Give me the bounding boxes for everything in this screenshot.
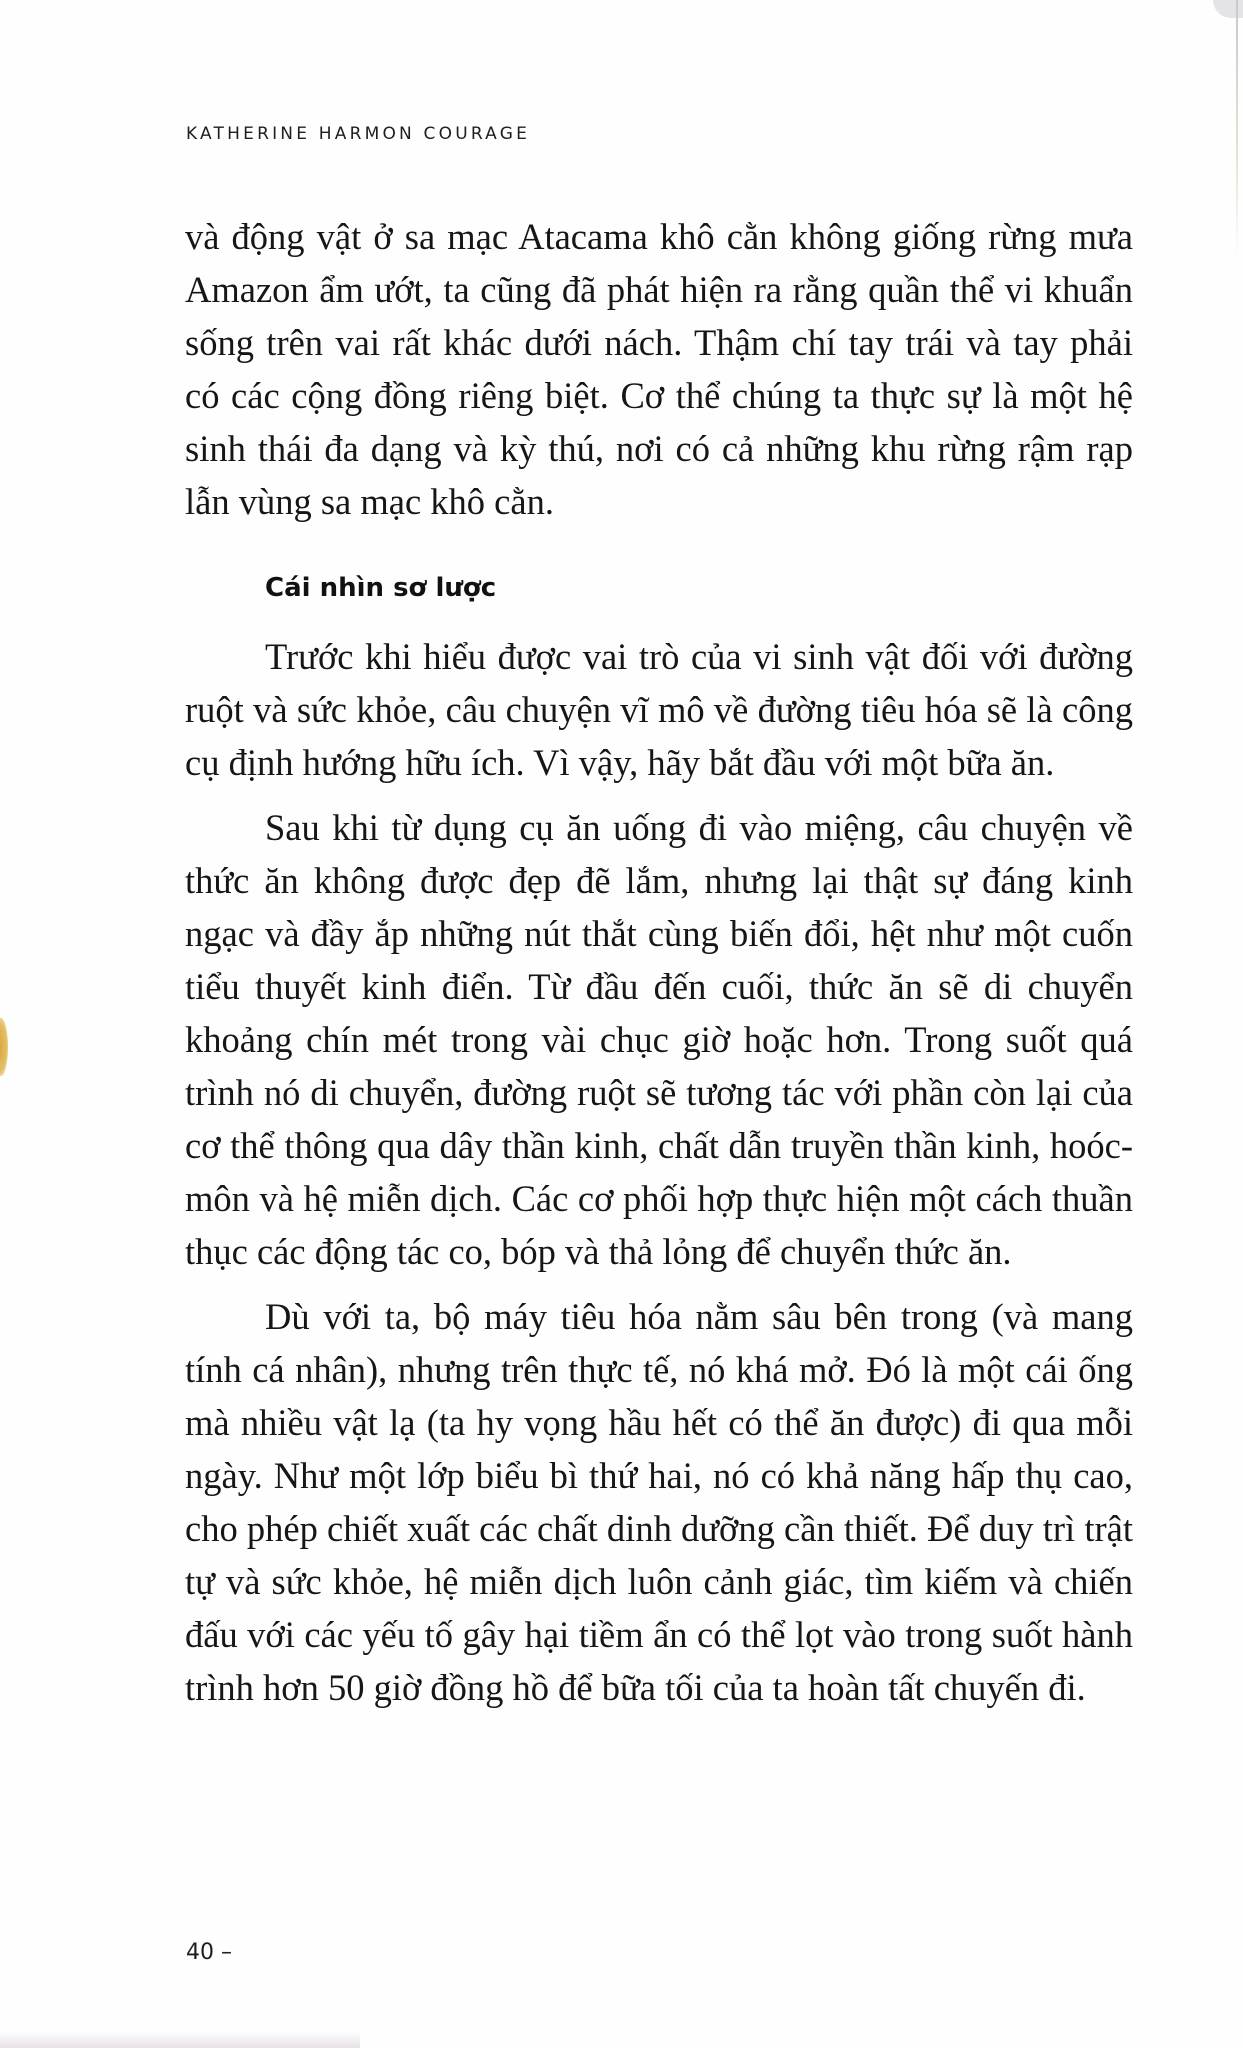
page-edge	[1236, 0, 1238, 260]
paragraph: Dù với ta, bộ máy tiêu hóa nằm sâu bên trong (và mang tính cá nhân), nhưng trên thực tế, nó khá mở. Đó là một cái ống mà nhiều vật lạ (ta hy vọng hầu hết có thể ăn được) đi qua mỗi ngày. Như một lớp biểu bì thứ hai, nó có khả năng hấp thụ cao, cho phép chiết xuất các chất dinh dưỡng cần thiết. Để duy trì trật tự và sức khỏe, hệ miễn dịch luôn cảnh giác, tìm kiếm và chiến đấu với các yếu tố gây hại tiềm ẩn có thể lọt vào trong suốt hành trình hơn 50 giờ đồng hồ để bữa tối của ta hoàn tất chuyến đi.	[185, 1296, 1133, 1708]
page-number: 40 –	[186, 1940, 232, 1965]
page-corner-shadow	[1213, 0, 1243, 18]
running-head: KATHERINE HARMON COURAGE	[186, 124, 531, 144]
bottom-smudge	[0, 2032, 360, 2048]
section-heading: Cái nhìn sơ lược	[265, 573, 497, 603]
paragraph: Sau khi từ dụng cụ ăn uống đi vào miệng, câu chuyện về thức ăn không được đẹp đẽ lắm, nhưng lại thật sự đáng kinh ngạc và đầy ắp những nút thắt cùng biến đổi, hệt như một cuốn tiểu thuyết kinh điển. Từ đầu đến cuối, thức ăn sẽ di chuyển khoảng chín mét trong vài chục giờ hoặc hơn. Trong suốt quá trình nó di chuyển, đường ruột sẽ tương tác với phần còn lại của cơ thể thông qua dây thần kinh, chất dẫn truyền thần kinh, hoóc-môn và hệ miễn dịch. Các cơ phối hợp thực hiện một cách thuần thục các động tác co, bóp và thả lỏng để chuyển thức ăn.	[185, 807, 1133, 1272]
paragraph-continued: và động vật ở sa mạc Atacama khô cằn không giống rừng mưa Amazon ẩm ướt, ta cũng đã phát hiện ra rằng quần thể vi khuẩn sống trên vai rất khác dưới nách. Thậm chí tay trái và tay phải có các cộng đồng riêng biệt. Cơ thể chúng ta thực sự là một hệ sinh thái đa dạng và kỳ thú, nơi có cả những khu rừng rậm rạp lẫn vùng sa mạc khô cằn.	[185, 216, 1133, 522]
paragraph: Trước khi hiểu được vai trò của vi sinh vật đối với đường ruột và sức khỏe, câu chuyện vĩ mô về đường tiêu hóa sẽ là công cụ định hướng hữu ích. Vì vậy, hãy bắt đầu với một bữa ăn.	[185, 636, 1133, 783]
page-body	[185, 210, 1133, 1714]
thumb-mark	[0, 1018, 8, 1076]
